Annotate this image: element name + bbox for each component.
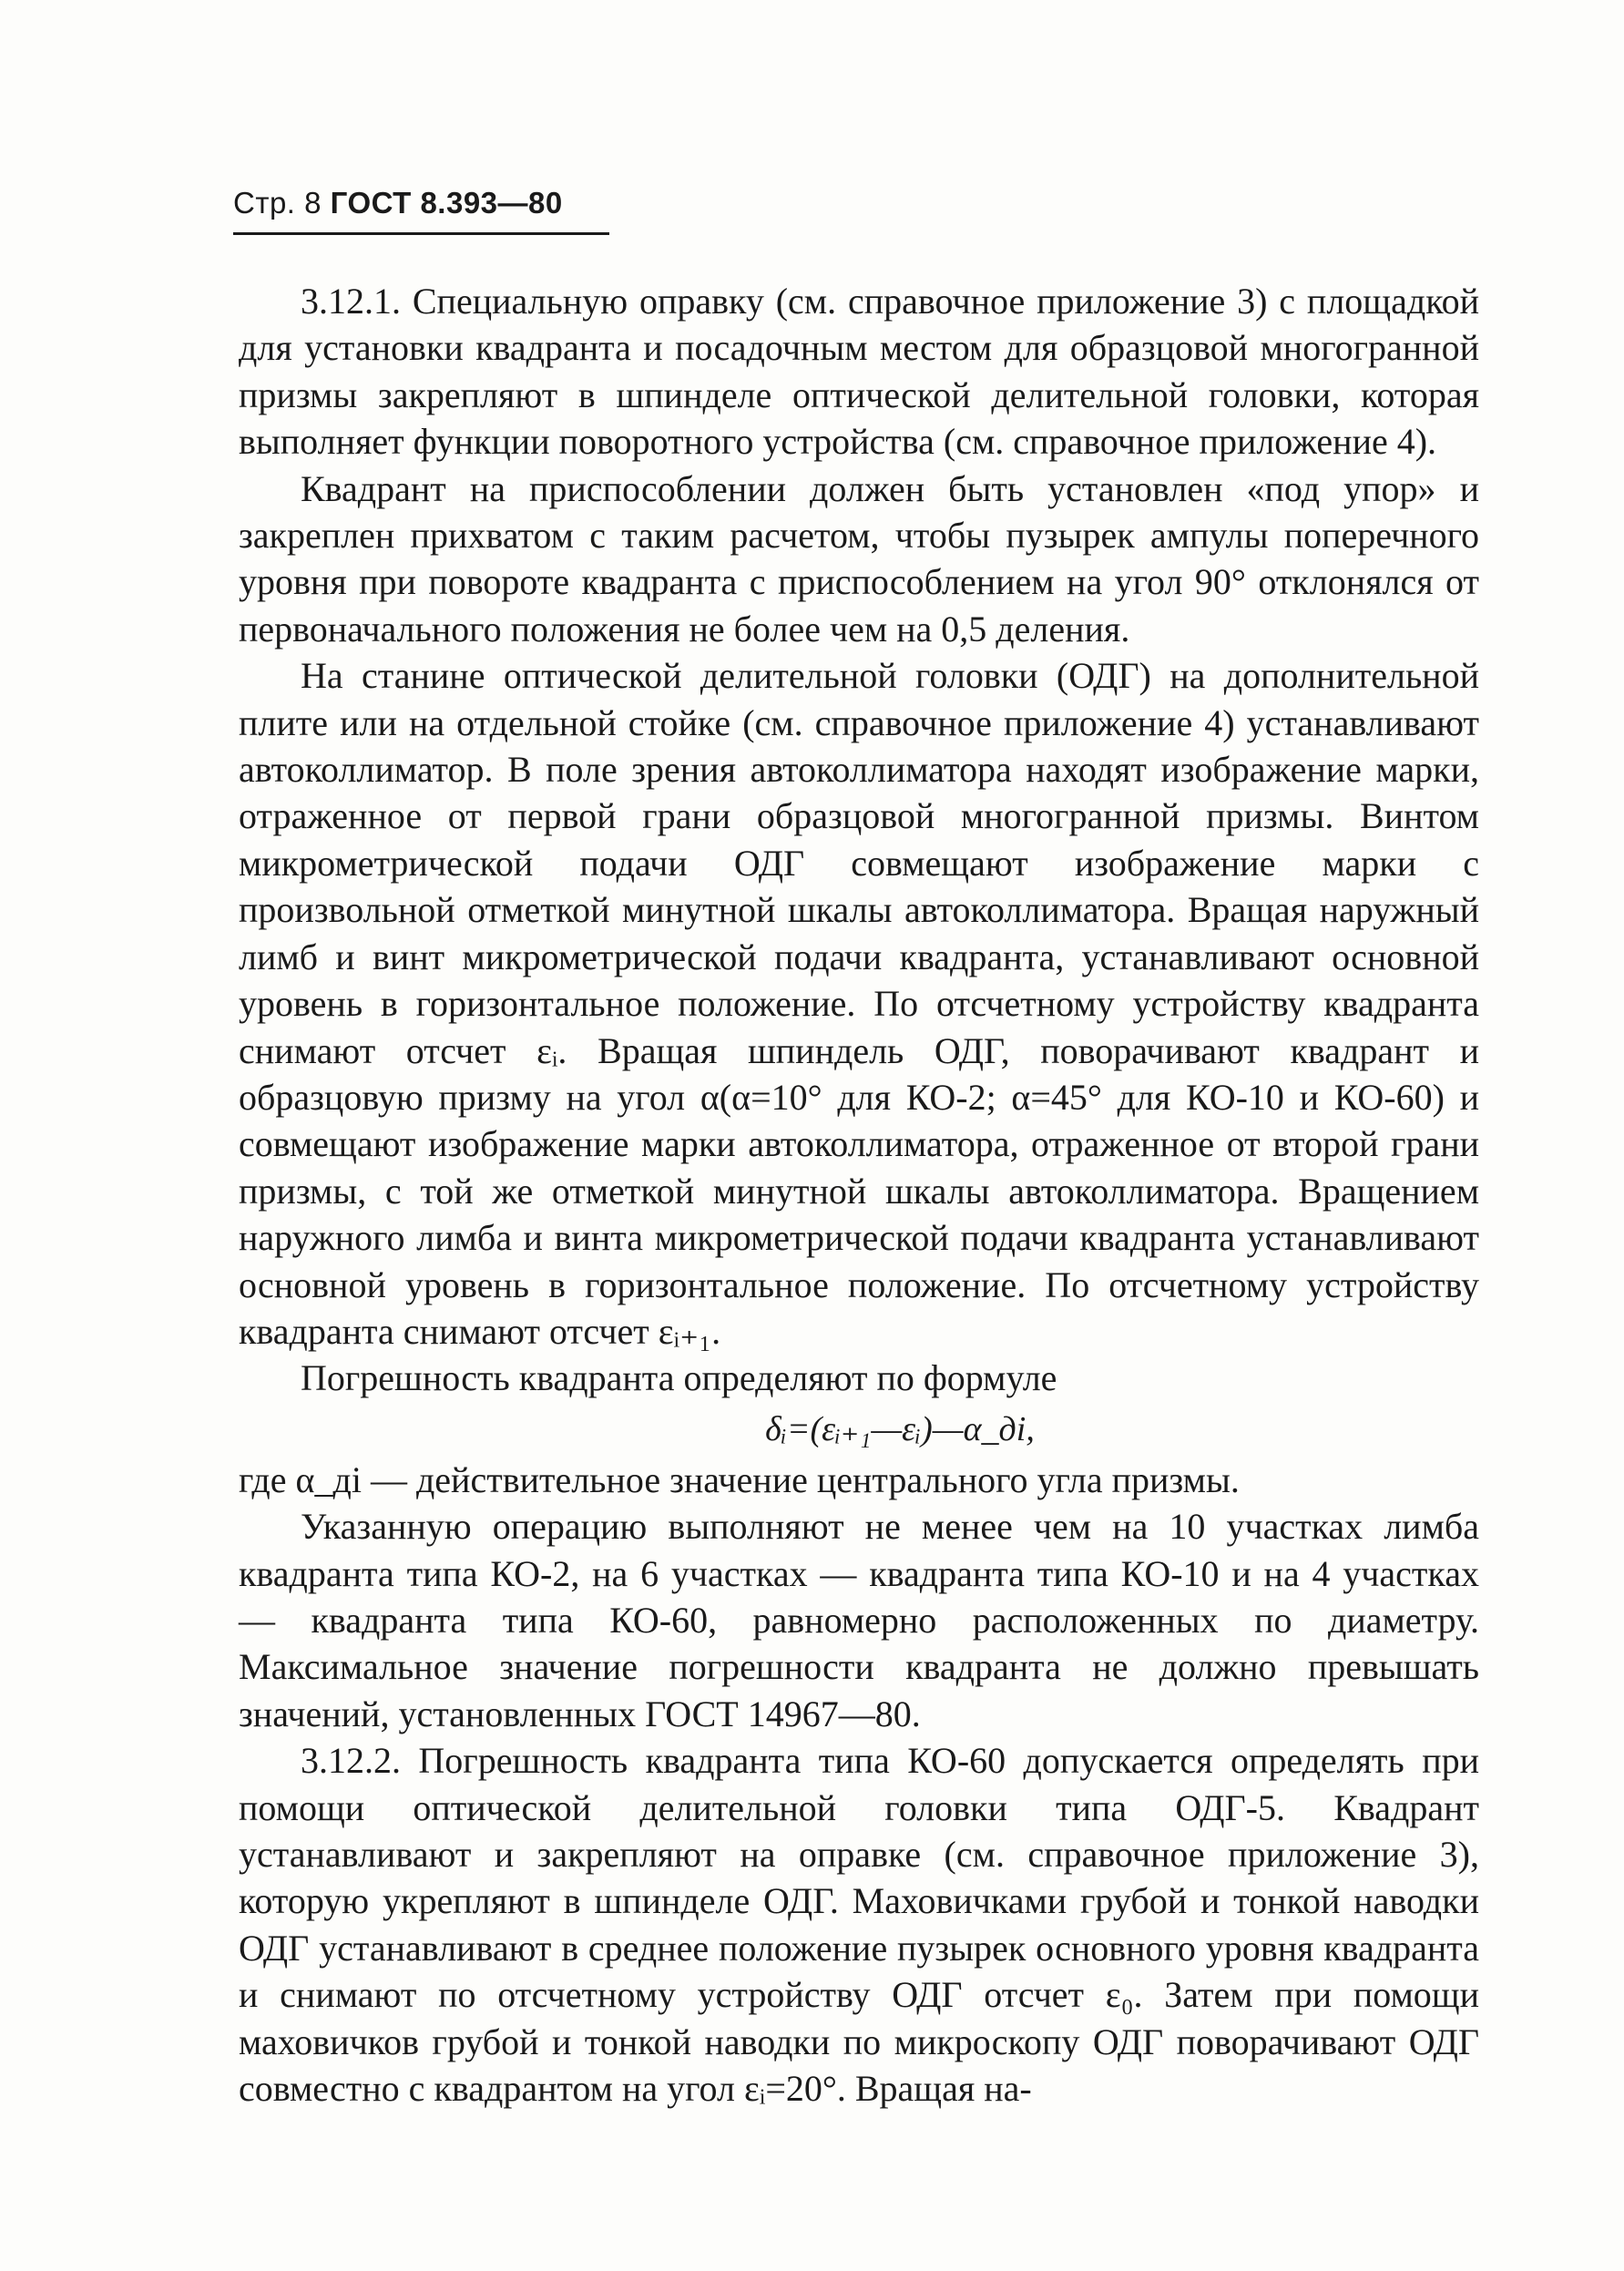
standard-designation: ГОСТ 8.393—80 <box>330 186 563 220</box>
paragraph-3-12-2: 3.12.2. Погрешность квадранта типа КО-60 допускается определять при помощи оптической делительной головки типа ОДГ-5. Квадрант устанавливают и закрепляют на оправке (см. справочное приложение 3), которую укрепляют в шпинделе ОДГ. Маховичками грубой и тонкой наводки ОДГ устанавливают в среднее положение пузырек основного уровня квадранта и снимают по отсчетному устройству ОДГ отсчет ε₀. Затем при помощи маховичков грубой и тонкой наводки по микроскопу ОДГ поворачивают ОДГ совместно с квадрантом на угол εᵢ=20°. Вращая на- <box>239 1740 1479 2110</box>
document-body <box>239 278 1479 2112</box>
formula-where-line: где α_дi — действительное значение центрального угла призмы. <box>239 1458 1240 1500</box>
error-formula: δᵢ=(εᵢ₊₁—εᵢ)—α_дi, <box>765 1409 1035 1448</box>
paragraph-quadrant-mounting: Квадрант на приспособлении должен быть установлен «под упор» и закреплен прихватом с таким расчетом, чтобы пузырек ампулы поперечного уровня при повороте квадранта с приспособлением на угол 90° отклонялся от первоначального положения не более чем на 0,5 деления. <box>239 467 1479 650</box>
page-header <box>233 186 563 220</box>
paragraph-autocollimator-procedure: На станине оптической делительной головки (ОДГ) на дополнительной плите или на отдельной стойке (см. справочное приложение 4) устанавливают автоколлиматор. В поле зрения автоколлиматора находят изображение марки, отраженное от первой грани образцовой многогранной призмы. Винтом микрометрической подачи ОДГ совмещают изображение марки с произвольной отметкой минутной шкалы автоколлиматора. Вращая наружный лимб и винт микрометрической подачи квадранта, устанавливают основной уровень в горизонтальное положение. По отсчетному устройству квадранта снимают отсчет εᵢ. Вращая шпиндель ОДГ, поворачивают квадрант и образцовую призму на угол α(α=10° для КО-2; α=45° для КО-10 и КО-60) и совмещают изображение марки автоколлиматора, отраженное от второй грани призмы, с той же отметкой минутной шкалы автоколлиматора. Вращением наружного лимба и винта микрометрической подачи квадранта устанавливают основной уровень в горизонтальное положение. По отсчетному устройству квадранта снимают отсчет εᵢ₊₁. <box>239 655 1479 1352</box>
page-number-label: Стр. 8 <box>233 186 322 220</box>
paragraph-3-12-1: 3.12.1. Специальную оправку (см. справочное приложение 3) с площадкой для установки квадранта и посадочным местом для образцовой многогранной призмы закрепляют в шпинделе оптической делительной головки, которая выполняет функции поворотного устройства (см. справочное приложение 4). <box>239 281 1479 463</box>
paragraph-formula-intro: Погрешность квадранта определяют по формуле <box>301 1357 1057 1399</box>
paragraph-operation-sections: Указанную операцию выполняют не менее чем на 10 участках лимба квадранта типа КО-2, на 6 участках — квадранта типа КО-10 и на 4 участках — квадранта типа КО-60, равномерно расположенных по диаметру. Максимальное значение погрешности квадранта не должно превышать значений, установленных ГОСТ 14967—80. <box>239 1506 1479 1734</box>
header-rule <box>233 232 609 235</box>
